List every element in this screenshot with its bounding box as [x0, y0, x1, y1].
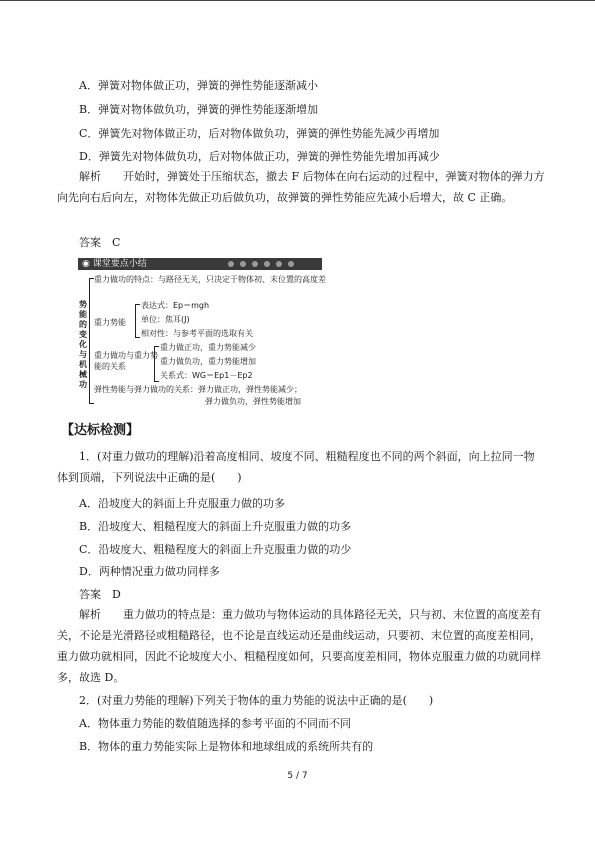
- q2-option-a: A．物体重力势能的数值随选择的参考平面的不同而不同: [79, 717, 351, 730]
- q1-stem: 1．(对重力做功的理解)沿着高度相同、坡度不同、粗糙程度也不同的两个斜面，向上拉同一物体到顶端，下列说法中正确的是( ): [57, 450, 535, 484]
- gp-relative: 相对性：与参考平面的选取有关: [141, 329, 253, 338]
- q2-option-b: B．物体的重力势能实际上是物体和地球组成的系统所共有的: [79, 740, 374, 753]
- relation-label: 重力做功与重力势能的关系: [94, 351, 158, 371]
- gravity-potential-label: 重力势能: [94, 318, 126, 327]
- answer-line: 答案 C: [79, 236, 121, 249]
- rel-bracket: [154, 346, 159, 382]
- q1-option-b: B．沿坡度大、粗糙程度大的斜面上升克服重力做的功多: [79, 520, 352, 533]
- summary-root-label: 势能的变化与机械功: [79, 300, 87, 389]
- elastic-relation-1: 弹性势能与弹力做功的关系：弹力做正功，弹性势能减少；: [94, 385, 302, 394]
- q1-analysis-text: 重力做功的特点是：重力做功与物体运动的具体路径无关，只与初、末位置的高度差有关，不论是光滑路径或粗糙路径，也不论是直线运动还是曲线运动，只要初、末位置的高度差相同，重力做功就相同，因此不论坡度大小、粗糙程度如何，只要高度差相同，物体克服重力做的功就同样多，故选 D。: [57, 608, 541, 684]
- q1-option-d: D．两种情况重力做功同样多: [79, 565, 220, 578]
- gravity-work-feature: 重力做功的特点：与路径无关，只决定于物体初、末位置的高度差: [94, 275, 326, 284]
- option-a: A．弹簧对物体做正功，弹簧的弹性势能逐渐减小: [79, 79, 318, 92]
- q2-stem: 2．(对重力势能的理解)下列关于物体的重力势能的说法中正确的是( ): [79, 694, 434, 707]
- decor-dot: [264, 261, 270, 267]
- gp-unit: 单位：焦耳(J): [141, 315, 190, 324]
- q1-answer: 答案 D: [79, 588, 121, 601]
- analysis-paragraph: [57, 166, 545, 208]
- relation-1: 重力做正功，重力势能减少: [160, 343, 256, 352]
- q1-option-c: C．沿坡度大、粗糙程度大的斜面上升克服重力做的功少: [79, 543, 352, 556]
- decor-dot: [288, 261, 294, 267]
- q1-option-a: A．沿坡度大的斜面上升克服重力做的功多: [79, 497, 285, 510]
- summary-header-bar: [78, 258, 322, 270]
- decor-dot: [276, 261, 282, 267]
- section-title: 【达标检测】: [61, 423, 140, 438]
- decor-dot: [252, 261, 258, 267]
- relation-3: 关系式：WG＝Ep1－Ep2: [160, 371, 253, 380]
- gp-bracket: [135, 304, 140, 338]
- elastic-relation-2: 弹力做负功，弹性势能增加: [205, 397, 301, 406]
- q1-analysis: [57, 604, 545, 688]
- option-d: D．弹簧先对物体做负功，后对物体做正功，弹簧的弹性势能先增加再减少: [79, 150, 440, 163]
- analysis-label: 解析: [79, 170, 101, 183]
- lesson-summary-diagram: [78, 258, 326, 408]
- decor-dot: [228, 261, 234, 267]
- relation-2: 重力做负功，重力势能增加: [160, 357, 256, 366]
- summary-title: ◉ 课堂要点小结: [82, 259, 147, 269]
- option-c: C．弹簧先对物体做正功，后对物体做负功，弹簧的弹性势能先减少再增加: [79, 127, 440, 140]
- q1-analysis-label: 解析: [79, 608, 101, 621]
- option-b: B．弹簧对物体做负功，弹簧的弹性势能逐渐增加: [79, 103, 319, 116]
- decor-dot: [240, 261, 246, 267]
- page-number: 5 / 7: [287, 771, 308, 781]
- gp-expression: 表达式：Ep＝mgh: [141, 301, 210, 310]
- analysis-text: 开始时，弹簧处于压缩状态，撤去 F 后物体在向右运动的过程中，弹簧对物体的弹力方向先向右后向左，对物体先做正功后做负功，故弹簧的弹性势能应先减小后增大，故 C 正确。: [57, 170, 545, 204]
- top-rule: [0, 0, 595, 1]
